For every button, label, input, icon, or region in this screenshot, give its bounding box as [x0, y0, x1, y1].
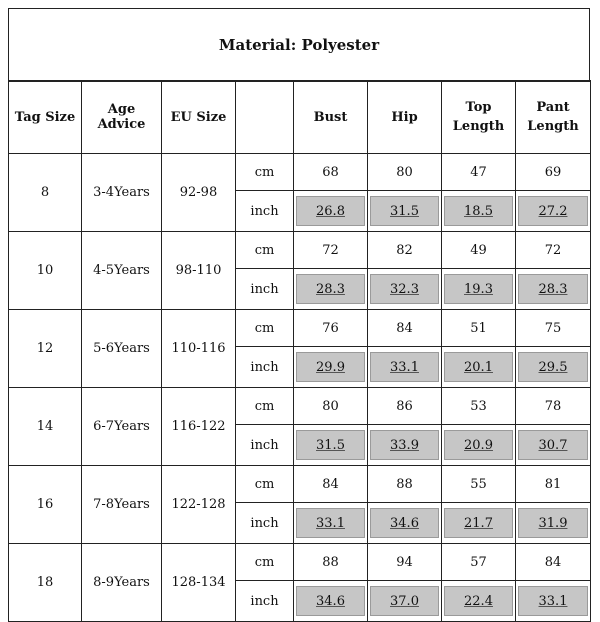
inch-top-cell [442, 191, 516, 232]
inch-top-cell [442, 269, 516, 310]
inch-value: 29.5 [538, 359, 568, 375]
header-pant-length-line2: Length [527, 119, 579, 134]
inch-value: 26.8 [316, 203, 345, 219]
tag-size-cell: 8 [9, 154, 82, 232]
header-top-length-line2: Length [452, 119, 505, 134]
inch-value: 34.6 [390, 515, 419, 531]
inch-value: 32.3 [390, 281, 419, 297]
inch-bust-cell [294, 581, 368, 622]
inch-value: 33.9 [390, 437, 419, 453]
cm-top-cell: 53 [442, 388, 516, 425]
inch-hip-cell [368, 503, 442, 544]
inch-value: 31.9 [538, 515, 568, 531]
shaded-value-box [518, 274, 588, 304]
tag-size-cell: 10 [9, 232, 82, 310]
inch-value: 34.6 [316, 593, 345, 609]
header-age-advice: Age Advice [82, 81, 162, 154]
cm-pant-cell: 84 [516, 544, 591, 581]
inch-pant-cell [516, 425, 591, 466]
cm-pant-cell: 75 [516, 310, 591, 347]
size-chart [8, 8, 590, 609]
shaded-value-box [296, 274, 365, 304]
cm-hip-cell: 84 [368, 310, 442, 347]
age-advice-cell: 7-8Years [82, 466, 162, 544]
cm-hip-cell: 86 [368, 388, 442, 425]
inch-hip-cell [368, 581, 442, 622]
header-pant-length-line1: Pant [536, 100, 570, 115]
inch-value: 21.7 [464, 515, 493, 531]
inch-value: 27.2 [538, 203, 568, 219]
inch-value: 31.5 [316, 437, 345, 453]
cm-bust-cell: 76 [294, 310, 368, 347]
eu-size-cell: 98-110 [162, 232, 236, 310]
inch-bust-cell [294, 503, 368, 544]
shaded-value-box [518, 508, 588, 538]
shaded-value-box [370, 274, 439, 304]
shaded-value-box [444, 508, 513, 538]
cm-bust-cell: 88 [294, 544, 368, 581]
eu-size-cell: 92-98 [162, 154, 236, 232]
inch-value: 33.1 [390, 359, 419, 375]
inch-value: 22.4 [464, 593, 493, 609]
chart-title: Material: Polyester [8, 8, 590, 82]
age-advice-cell: 4-5Years [82, 232, 162, 310]
tag-size-cell: 18 [9, 544, 82, 622]
eu-size-cell: 128-134 [162, 544, 236, 622]
header-top-length-line1: Top [465, 100, 492, 115]
tag-size-cell: 16 [9, 466, 82, 544]
unit-inch-label: inch [236, 581, 294, 622]
inch-bust-cell [294, 269, 368, 310]
inch-value: 30.7 [538, 437, 568, 453]
tag-size-cell: 14 [9, 388, 82, 466]
shaded-value-box [296, 430, 365, 460]
inch-value: 20.9 [464, 437, 493, 453]
shaded-value-box [296, 352, 365, 382]
cm-bust-cell: 84 [294, 466, 368, 503]
cm-pant-cell: 72 [516, 232, 591, 269]
unit-cm-label: cm [236, 232, 294, 269]
shaded-value-box [296, 196, 365, 226]
inch-pant-cell [516, 347, 591, 388]
shaded-value-box [518, 352, 588, 382]
inch-bust-cell [294, 425, 368, 466]
shaded-value-box [518, 196, 588, 226]
age-advice-cell: 5-6Years [82, 310, 162, 388]
shaded-value-box [370, 508, 439, 538]
header-unit [236, 81, 294, 154]
unit-cm-label: cm [236, 388, 294, 425]
table-row [9, 544, 591, 581]
shaded-value-box [444, 352, 513, 382]
age-advice-cell: 6-7Years [82, 388, 162, 466]
shaded-value-box [444, 196, 513, 226]
header-top-length [442, 81, 516, 154]
eu-size-cell: 110-116 [162, 310, 236, 388]
table-row [9, 154, 591, 191]
unit-inch-label: inch [236, 503, 294, 544]
shaded-value-box [370, 586, 439, 616]
inch-pant-cell [516, 269, 591, 310]
header-row [9, 81, 591, 154]
shaded-value-box [518, 430, 588, 460]
shaded-value-box [518, 586, 588, 616]
shaded-value-box [444, 586, 513, 616]
inch-value: 37.0 [390, 593, 419, 609]
shaded-value-box [444, 430, 513, 460]
header-hip: Hip [368, 81, 442, 154]
unit-cm-label: cm [236, 466, 294, 503]
age-advice-cell: 3-4Years [82, 154, 162, 232]
inch-value: 33.1 [316, 515, 345, 531]
shaded-value-box [370, 196, 439, 226]
cm-top-cell: 47 [442, 154, 516, 191]
inch-pant-cell [516, 503, 591, 544]
cm-hip-cell: 82 [368, 232, 442, 269]
unit-cm-label: cm [236, 544, 294, 581]
shaded-value-box [296, 586, 365, 616]
inch-pant-cell [516, 191, 591, 232]
tag-size-cell: 12 [9, 310, 82, 388]
inch-hip-cell [368, 191, 442, 232]
eu-size-cell: 122-128 [162, 466, 236, 544]
table-row [9, 466, 591, 503]
inch-hip-cell [368, 425, 442, 466]
inch-pant-cell [516, 581, 591, 622]
inch-value: 18.5 [464, 203, 493, 219]
cm-hip-cell: 88 [368, 466, 442, 503]
shaded-value-box [444, 274, 513, 304]
inch-value: 31.5 [390, 203, 419, 219]
cm-bust-cell: 68 [294, 154, 368, 191]
table-row [9, 232, 591, 269]
cm-top-cell: 57 [442, 544, 516, 581]
inch-value: 33.1 [538, 593, 568, 609]
unit-inch-label: inch [236, 425, 294, 466]
header-tag-size: Tag Size [9, 81, 82, 154]
eu-size-cell: 116-122 [162, 388, 236, 466]
cm-pant-cell: 69 [516, 154, 591, 191]
inch-value: 19.3 [464, 281, 493, 297]
inch-hip-cell [368, 269, 442, 310]
header-bust: Bust [294, 81, 368, 154]
inch-bust-cell [294, 191, 368, 232]
inch-bust-cell [294, 347, 368, 388]
cm-top-cell: 49 [442, 232, 516, 269]
inch-value: 29.9 [316, 359, 345, 375]
inch-hip-cell [368, 347, 442, 388]
cm-bust-cell: 80 [294, 388, 368, 425]
cm-pant-cell: 81 [516, 466, 591, 503]
unit-inch-label: inch [236, 347, 294, 388]
unit-inch-label: inch [236, 269, 294, 310]
shaded-value-box [296, 508, 365, 538]
table-row [9, 388, 591, 425]
cm-hip-cell: 80 [368, 154, 442, 191]
shaded-value-box [370, 430, 439, 460]
inch-top-cell [442, 503, 516, 544]
header-pant-length [516, 81, 591, 154]
header-eu-size: EU Size [162, 81, 236, 154]
cm-top-cell: 55 [442, 466, 516, 503]
inch-value: 20.1 [464, 359, 493, 375]
table-row [9, 310, 591, 347]
age-advice-cell: 8-9Years [82, 544, 162, 622]
unit-cm-label: cm [236, 310, 294, 347]
cm-pant-cell: 78 [516, 388, 591, 425]
inch-top-cell [442, 425, 516, 466]
unit-inch-label: inch [236, 191, 294, 232]
unit-cm-label: cm [236, 154, 294, 191]
inch-top-cell [442, 347, 516, 388]
inch-value: 28.3 [538, 281, 568, 297]
cm-hip-cell: 94 [368, 544, 442, 581]
shaded-value-box [370, 352, 439, 382]
inch-top-cell [442, 581, 516, 622]
size-table [8, 80, 591, 622]
cm-bust-cell: 72 [294, 232, 368, 269]
inch-value: 28.3 [316, 281, 345, 297]
cm-top-cell: 51 [442, 310, 516, 347]
